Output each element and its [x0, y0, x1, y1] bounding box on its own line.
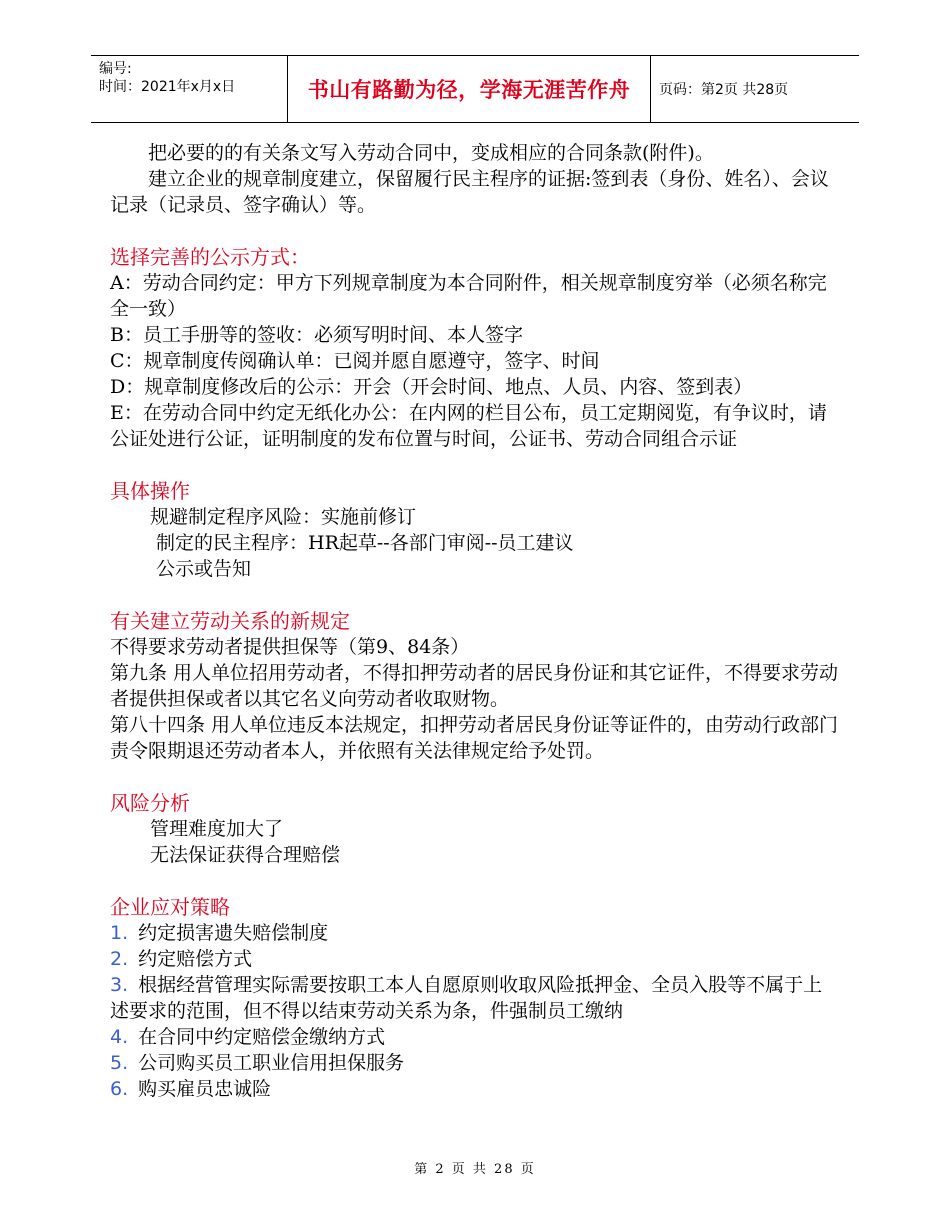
strategy-item: [110, 972, 840, 1024]
header-page-info: 页码：第2页 共28页: [659, 82, 789, 98]
section-title-risk: 风险分析: [110, 791, 190, 815]
operation-item: 公示或告知: [156, 558, 252, 580]
section-title-publicity: 选择完善的公示方式：: [110, 245, 310, 269]
list-number: 3.: [110, 974, 129, 996]
publicity-item: A：劳动合同约定：甲方下列规章制度为本合同附件，相关规章制度穷举（必须名称完全一致）: [110, 272, 827, 320]
header-motto: 书山有路勤为径，学海无涯苦作舟: [287, 56, 651, 122]
strategy-item: [110, 1076, 840, 1102]
strategy-item: [110, 920, 840, 946]
page-header: [91, 55, 859, 123]
publicity-item: E：在劳动合同中约定无纸化办公：在内网的栏目公布，员工定期阅览，有争议时，请公证处进行公证，证明制度的发布位置与时间，公证书、劳动合同组合示证: [110, 402, 827, 450]
publicity-item: D：规章制度修改后的公示：开会（开会时间、地点、人员、内容、签到表）: [110, 376, 753, 398]
page-footer: 第 2 页 共 28 页: [414, 1162, 536, 1177]
list-number: 2.: [110, 948, 129, 970]
intro-paragraph: 建立企业的规章制度建立，保留履行民主程序的证据:签到表（身份、姓名）、会议记录（记录员、签字确认）等。: [110, 168, 829, 216]
labor-rule-item: 第九条 用人单位招用劳动者，不得扣押劳动者的居民身份证和其它证件，不得要求劳动者提供担保或者以其它名义向劳动者收取财物。: [110, 662, 839, 710]
operation-item: 制定的民主程序：HR起草--各部门审阅--员工建议: [156, 532, 574, 554]
document-body: [110, 140, 840, 1102]
code-label: 编号:: [99, 61, 132, 77]
strategy-item: [110, 1024, 840, 1050]
labor-rule-item: 不得要求劳动者提供担保等（第9、84条）: [110, 636, 470, 658]
list-number: 5.: [110, 1052, 129, 1074]
list-number: 1.: [110, 922, 129, 944]
strategy-item: [110, 1050, 840, 1076]
strategy-text: 公司购买员工职业信用担保服务: [138, 1052, 405, 1074]
risk-item: 无法保证获得合理赔偿: [150, 844, 341, 866]
strategy-text: 在合同中约定赔偿金缴纳方式: [138, 1026, 386, 1048]
risk-item: 管理难度加大了: [150, 818, 284, 840]
strategy-text: 约定赔偿方式: [138, 948, 253, 970]
labor-rule-item: 第八十四条 用人单位违反本法规定，扣押劳动者居民身份证等证件的，由劳动行政部门责令限期退还劳动者本人，并依照有关法律规定给予处罚。: [110, 714, 839, 762]
strategy-item: [110, 946, 840, 972]
publicity-item: B：员工手册等的签收：必须写明时间、本人签字: [110, 324, 523, 346]
section-title-labor-rules: 有关建立劳动关系的新规定: [110, 609, 350, 633]
strategy-text: 约定损害遗失赔偿制度: [138, 922, 329, 944]
time-label: 时间：2021年x月x日: [99, 79, 236, 95]
section-title-strategy: 企业应对策略: [110, 895, 230, 919]
publicity-item: C：规章制度传阅确认单：已阅并愿自愿遵守，签字、时间: [110, 350, 600, 372]
list-number: 6.: [110, 1078, 129, 1100]
strategy-text: 购买雇员忠诚险: [138, 1078, 272, 1100]
operation-item: 规避制定程序风险：实施前修订: [150, 506, 417, 528]
intro-paragraph: 把必要的的有关条文写入劳动合同中，变成相应的合同条款(附件)。: [148, 142, 714, 164]
header-meta: [91, 56, 287, 122]
section-title-operation: 具体操作: [110, 479, 190, 503]
list-number: 4.: [110, 1026, 129, 1048]
strategy-text: 根据经营管理实际需要按职工本人自愿原则收取风险抵押金、全员入股等不属于上述要求的范围，但不得以结束劳动关系为条，件强制员工缴纳: [110, 974, 823, 1022]
